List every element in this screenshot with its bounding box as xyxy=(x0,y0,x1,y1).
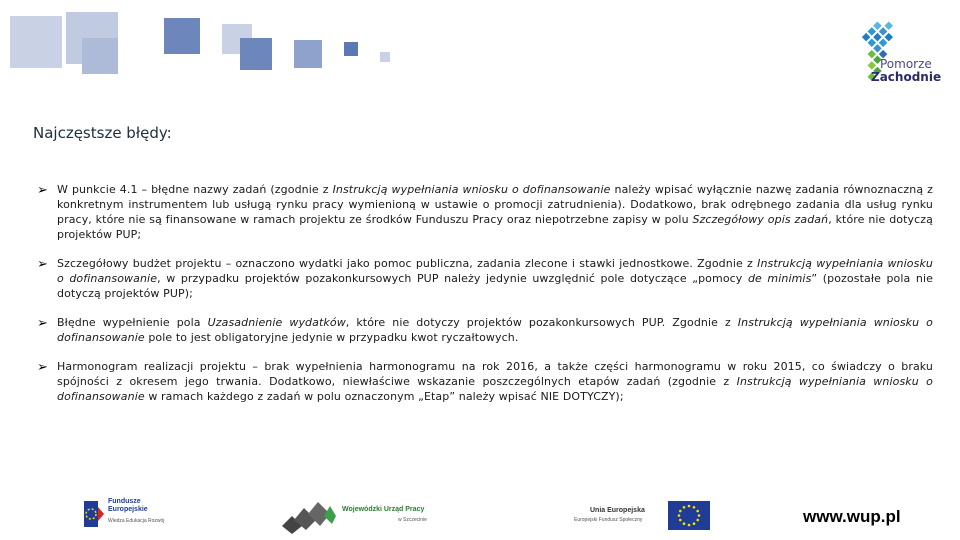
bullet-text-italic: Instrukcją wypełniania wniosku o dofinansowanie xyxy=(57,257,933,285)
bullet-text-segment: w ramach każdego z zadań w polu oznaczonym „Etap” należy wpisać NIE DOTYCZY); xyxy=(144,390,624,403)
arrow-bullet-icon: ➢ xyxy=(37,182,48,197)
arrow-bullet-icon: ➢ xyxy=(37,315,48,330)
bullet-item xyxy=(37,182,933,242)
bullet-text-segment: , które nie dotyczą projektów PUP; xyxy=(57,213,933,241)
deco-square xyxy=(164,18,200,54)
bullet-text-italic: Instrukcją wypełniania wniosku o dofinansowanie xyxy=(57,375,933,403)
arrow-bullet-icon: ➢ xyxy=(37,256,48,271)
fundusze-europejskie-logo xyxy=(80,497,170,533)
fe-line-3: Wiedza Edukacja Rozwój xyxy=(108,518,165,524)
bullet-item xyxy=(37,359,933,404)
brand-line-2: Zachodnie xyxy=(871,70,942,84)
bullet-text-segment: , w przypadku projektów pozakonkursowych PUP należy jedynie uwzględnić pole dotyczące „pomocy xyxy=(157,272,748,285)
bullet-text-segment: Harmonogram realizacji projektu – brak wypełnienia harmonogramu na rok 2016, a także części harmonogramu w roku 2015, co świadczy o braku spójności z okresem jego trwania. Dodatkowo, niewłaściwe wskazanie poszczególnych etapów zadań (zgodnie z xyxy=(57,360,933,388)
deco-square xyxy=(10,16,62,68)
bullet-text-italic: Uzasadnienie wydatków xyxy=(207,316,346,329)
bullet-text xyxy=(57,256,933,301)
bullet-list xyxy=(37,182,933,418)
fe-line-2: Europejskie xyxy=(108,506,148,513)
bullet-text-segment: ” (pozostałe pola nie dotyczą projektów PUP); xyxy=(57,272,933,300)
bullet-text-segment: W punkcie 4.1 – błędne nazwy zadań (zgodnie z xyxy=(57,183,333,196)
bullet-text-segment: , które nie dotyczy projektów pozakonkursowych PUP. Zgodnie z xyxy=(345,316,738,329)
bullet-text xyxy=(57,182,933,242)
wup-line-1: Wojewódzki Urząd Pracy xyxy=(342,506,425,513)
fe-line-1: Fundusze xyxy=(108,498,141,505)
deco-square xyxy=(344,42,358,56)
deco-square xyxy=(294,40,322,68)
bullet-text-italic: de minimis xyxy=(747,272,812,285)
wup-logo xyxy=(280,496,450,536)
wup-line-2: w Szczecinie xyxy=(398,517,427,523)
bullet-text xyxy=(57,315,933,345)
bullet-text-italic: Instrukcją wypełniania wniosku o dofinansowanie xyxy=(332,183,611,196)
page-title: Najczęstsze błędy: xyxy=(33,124,172,142)
bullet-text-italic: Szczegółowy opis zadań xyxy=(692,213,829,226)
arrow-bullet-icon: ➢ xyxy=(37,359,48,374)
unia-europejska-logo xyxy=(570,500,715,532)
ue-line-1: Unia Europejska xyxy=(590,507,645,514)
bullet-text-segment: Błędne wypełnienie pola xyxy=(57,316,208,329)
bullet-text-italic: Instrukcją wypełniania wniosku o dofinansowanie xyxy=(57,316,933,344)
bullet-item xyxy=(37,315,933,345)
website-url[interactable]: www.wup.pl xyxy=(803,507,901,526)
bullet-text xyxy=(57,359,933,404)
deco-square xyxy=(240,38,272,70)
wup-emblem-icon xyxy=(280,496,338,536)
brand-line-1: Pomorze xyxy=(880,57,932,71)
bullet-text-segment: należy wpisać wyłącznie nazwę zadania równoznaczną z konkretnym instrumentem lub usługą rynku pracy wymienioną w ustawie o promocji zatrudnienia). Dodatkowo, brak odrębnego zadania dla usług rynku pracy, które nie są finansowane w ramach projektu ze środków Funduszu Pracy oraz niepotrzebne zapisy w polu xyxy=(57,183,934,226)
deco-square xyxy=(82,38,118,74)
eu-flag-icon xyxy=(668,501,710,530)
bullet-item xyxy=(37,256,933,301)
bullet-text-segment: Szczegółowy budżet projektu – oznaczono wydatki jako pomoc publiczna, zadania zlecone i stawki jednostkowe. Zgodnie z xyxy=(57,257,758,270)
fe-star-icon xyxy=(80,499,106,529)
deco-square xyxy=(380,52,390,62)
ue-line-2: Europejski Fundusz Społeczny xyxy=(574,517,643,523)
bullet-text-segment: pole to jest obligatoryjne jedynie w przypadku kwot ryczałtowych. xyxy=(144,331,519,344)
